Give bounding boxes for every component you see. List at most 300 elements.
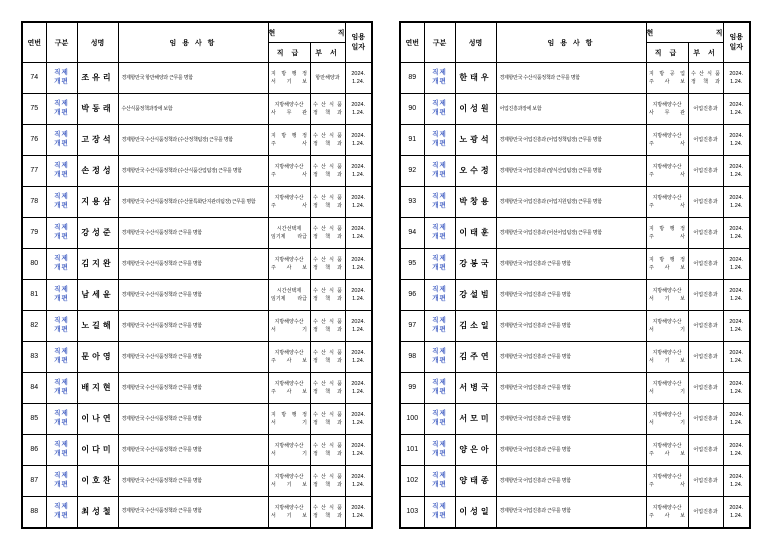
text-line: 1.24. <box>352 141 365 147</box>
name-cell <box>77 342 118 373</box>
name-cell <box>77 94 118 125</box>
text-line: 지방해양수산 <box>652 350 682 356</box>
header-appointment-date <box>723 22 750 63</box>
text-line: 오수정 <box>459 166 492 175</box>
appointment-cell <box>496 497 646 528</box>
text-line: 정 책 과 <box>691 79 720 85</box>
text-line: 개편 <box>54 419 69 426</box>
grade-cell <box>646 373 688 404</box>
text-line: 2024. <box>351 194 366 201</box>
category-cell <box>46 466 77 497</box>
text-line: 직제 <box>432 224 447 232</box>
appointment-cell <box>496 373 646 404</box>
serial-no-cell <box>22 466 46 497</box>
text-line: 95 <box>408 259 417 267</box>
table-row <box>22 218 372 249</box>
text-line: 1.24. <box>730 234 743 240</box>
category-cell <box>424 342 455 373</box>
text-line: 개편 <box>432 202 447 209</box>
text-line: 경제항만국 수산식품정책과 (수산식품산업팀장) 근무를 명함 <box>121 167 242 174</box>
text-line: 1.24. <box>730 203 743 209</box>
table-row <box>22 311 372 342</box>
category-cell <box>46 218 77 249</box>
text-line: 강봉국 <box>459 259 492 268</box>
appointment-cell <box>496 156 646 187</box>
text-line: 경제항만국 수산식품정책과 근무를 명함 <box>121 260 202 267</box>
text-line: 개편 <box>432 171 447 178</box>
text-line: 개편 <box>432 419 447 426</box>
text-line: 1.24. <box>352 172 365 178</box>
text-line: 일자 <box>729 43 744 51</box>
text-line: 1.24. <box>352 265 365 271</box>
text-line: 정 책 과 <box>313 203 342 209</box>
text-line: 경제항만국 수산식품정책과 근무를 명함 <box>121 446 202 453</box>
serial-no-cell <box>400 311 424 342</box>
appointment-cell <box>118 125 268 156</box>
serial-no-cell <box>22 342 46 373</box>
text-line: 주 사 <box>271 141 307 147</box>
text-line: 지방해양수산 <box>652 164 682 170</box>
date-cell <box>345 497 372 528</box>
serial-no-cell <box>22 156 46 187</box>
text-line: 주 사 보 <box>649 451 685 457</box>
table-row <box>400 342 750 373</box>
date-cell <box>723 404 750 435</box>
text-line: 1.24. <box>730 420 743 426</box>
text-line: 서모미 <box>459 414 492 423</box>
text-line: 수 산 식 품 <box>313 164 342 170</box>
appointment-cell <box>118 63 268 94</box>
text-line: 지방해양수산 <box>652 195 682 201</box>
table-row <box>400 497 750 528</box>
appointment-cell <box>118 435 268 466</box>
text-line: 개편 <box>54 450 69 457</box>
appointment-cell <box>118 280 268 311</box>
text-line: 어업진흥과 <box>693 292 718 298</box>
text-line: 수 산 식 품 <box>313 504 342 511</box>
text-line: 이나연 <box>81 414 114 423</box>
personnel-table-left <box>21 21 373 529</box>
category-cell <box>46 280 77 311</box>
text-line: 양은아 <box>459 445 492 454</box>
department-cell <box>310 435 345 466</box>
text-line: 임기제 라급 <box>271 296 307 302</box>
text-line: 노광석 <box>459 135 492 144</box>
text-line: 직제 <box>432 193 447 201</box>
text-line: 1.24. <box>352 203 365 209</box>
name-cell <box>455 373 496 404</box>
table-row <box>22 187 372 218</box>
name-cell <box>455 466 496 497</box>
grade-cell <box>646 187 688 218</box>
serial-no-cell <box>400 187 424 218</box>
appointment-cell <box>118 311 268 342</box>
text-line: 경제항만국 어업진흥과 (어업지원팀장) 근무를 명함 <box>499 198 602 205</box>
text-line: 직제 <box>432 410 447 418</box>
table-row <box>400 63 750 94</box>
appointment-cell <box>496 342 646 373</box>
text-line: 경제항만국 어업진흥과 근무를 명함 <box>499 322 571 329</box>
text-line: 2024. <box>729 132 744 139</box>
department-cell <box>310 125 345 156</box>
text-line: 지방해양수산 <box>274 102 304 108</box>
name-cell <box>77 187 118 218</box>
text-line: 직제 <box>432 379 447 387</box>
text-line: 어업진흥과 <box>693 416 718 422</box>
name-cell <box>77 249 118 280</box>
text-line: 1.24. <box>730 110 743 116</box>
text-line: 어업진흥과 <box>693 478 718 484</box>
grade-cell <box>268 125 310 156</box>
table-row <box>22 373 372 404</box>
name-cell <box>77 156 118 187</box>
text-line: 강설빔 <box>459 290 492 299</box>
department-cell <box>688 373 723 404</box>
text-line: 주 사 <box>649 482 685 488</box>
serial-no-cell <box>400 125 424 156</box>
name-cell <box>77 311 118 342</box>
text-line: 직제 <box>54 379 69 387</box>
table-row <box>400 94 750 125</box>
text-line: 1.24. <box>730 141 743 147</box>
text-line: 2024. <box>351 101 366 108</box>
text-line: 97 <box>408 321 417 329</box>
text-line: 부 서 <box>315 49 340 57</box>
serial-no-cell <box>22 435 46 466</box>
text-line: 개편 <box>54 202 69 209</box>
date-cell <box>723 156 750 187</box>
text-line: 어업진흥과 <box>693 137 718 143</box>
department-cell <box>688 497 723 528</box>
header-appointment-date <box>345 22 372 63</box>
grade-cell <box>646 218 688 249</box>
text-line: 89 <box>408 73 417 81</box>
name-cell <box>77 63 118 94</box>
serial-no-cell <box>400 435 424 466</box>
name-cell <box>455 218 496 249</box>
table-row <box>400 404 750 435</box>
appointment-cell <box>496 187 646 218</box>
text-line: 경제항만국 수산식품정책과 근무를 명함 <box>121 477 202 484</box>
text-line: 박동래 <box>81 104 114 113</box>
date-cell <box>723 342 750 373</box>
text-line: 1.24. <box>352 451 365 457</box>
category-cell <box>424 404 455 435</box>
text-line: 직 급 <box>276 49 302 57</box>
text-line: 시간선택제 <box>276 288 302 294</box>
text-line: 75 <box>30 104 39 112</box>
text-line: 지 방 공 업 <box>649 71 685 77</box>
text-line: 사 무 관 <box>649 110 685 116</box>
table-row <box>400 311 750 342</box>
text-line: 개편 <box>432 481 447 488</box>
name-cell <box>455 280 496 311</box>
text-line: 96 <box>408 290 417 298</box>
text-line: 수 산 식 품 <box>313 474 342 480</box>
department-cell <box>310 373 345 404</box>
name-cell <box>455 497 496 528</box>
category-cell <box>424 249 455 280</box>
text-line: 경제항만국 어업진흥과 근무를 명함 <box>499 508 571 515</box>
appointment-cell <box>118 373 268 404</box>
text-line: 개편 <box>54 140 69 147</box>
serial-no-cell <box>400 94 424 125</box>
table-row <box>400 466 750 497</box>
text-line: 지 방 행 정 <box>271 412 307 418</box>
text-line: 103 <box>406 507 419 515</box>
grade-cell <box>268 218 310 249</box>
text-line: 직제 <box>432 255 447 263</box>
text-line: 어업진흥과 <box>693 385 718 391</box>
grade-cell <box>646 280 688 311</box>
text-line: 주 사 보 <box>649 265 685 271</box>
text-line: 사 무 관 <box>271 110 307 116</box>
text-line: 1.24. <box>730 482 743 488</box>
text-line: 83 <box>30 352 39 360</box>
serial-no-cell <box>400 404 424 435</box>
text-line: 주 사 보 <box>271 265 307 271</box>
text-line: 연번 <box>405 39 420 47</box>
date-cell <box>723 125 750 156</box>
table-row <box>22 249 372 280</box>
text-line: 98 <box>408 352 417 360</box>
text-line: 2024. <box>351 132 366 139</box>
text-line: 직제 <box>432 69 447 77</box>
text-line: 1.24. <box>352 79 365 85</box>
text-line: 경제항만국 어업진흥과 (양식산업팀장) 근무를 명함 <box>499 167 602 174</box>
text-line: 94 <box>408 228 417 236</box>
text-line: 2024. <box>729 442 744 449</box>
text-line: 직제 <box>54 410 69 418</box>
text-line: 경제항만국 수산식품정책과 근무를 명함 <box>121 291 202 298</box>
date-cell <box>345 342 372 373</box>
text-line: 90 <box>408 104 417 112</box>
header-category <box>46 22 77 63</box>
text-line: 직제 <box>432 472 447 480</box>
grade-cell <box>268 187 310 218</box>
text-line: 정 책 과 <box>313 141 342 147</box>
text-line: 1.24. <box>352 482 365 488</box>
text-line: 개편 <box>54 78 69 85</box>
text-line: 개편 <box>54 388 69 395</box>
text-line: 현 직 <box>268 29 345 37</box>
department-cell <box>688 435 723 466</box>
name-cell <box>455 125 496 156</box>
header-name <box>455 22 496 63</box>
text-line: 2024. <box>729 349 744 356</box>
text-line: 배지현 <box>81 383 114 392</box>
text-line: 주 사 <box>649 234 685 240</box>
department-cell <box>688 342 723 373</box>
text-line: 102 <box>406 476 419 484</box>
appointment-cell <box>496 125 646 156</box>
text-line: 이태훈 <box>459 228 492 237</box>
text-line: 서 기 <box>649 327 685 333</box>
text-line: 수 산 식 품 <box>313 412 342 418</box>
text-line: 81 <box>30 290 39 298</box>
category-cell <box>424 280 455 311</box>
text-line: 2024. <box>351 349 366 356</box>
text-line: 84 <box>30 383 39 391</box>
appointment-cell <box>118 497 268 528</box>
text-line: 정 책 과 <box>313 265 342 271</box>
text-line: 지방해양수산 <box>652 504 682 511</box>
text-line: 93 <box>408 197 417 205</box>
text-line: 임용 <box>729 34 744 42</box>
text-line: 수 산 식 품 <box>691 71 720 77</box>
text-line: 지방해양수산 <box>274 381 304 387</box>
text-line: 2024. <box>351 256 366 263</box>
category-cell <box>424 125 455 156</box>
table-row <box>22 435 372 466</box>
name-cell <box>77 497 118 528</box>
text-line: 직제 <box>54 69 69 77</box>
serial-no-cell <box>400 249 424 280</box>
text-line: 지방해양수산 <box>652 412 682 418</box>
category-cell <box>46 125 77 156</box>
text-line: 80 <box>30 259 39 267</box>
text-line: 서 기 <box>271 451 307 457</box>
appointment-cell <box>118 156 268 187</box>
serial-no-cell <box>22 63 46 94</box>
text-line: 정 책 과 <box>313 327 342 333</box>
text-line: 지방해양수산 <box>274 350 304 356</box>
text-line: 76 <box>30 135 39 143</box>
text-line: 구분 <box>54 39 69 47</box>
text-line: 지방해양수산 <box>274 443 304 449</box>
text-line: 경제항만국 어업진흥과 근무를 명함 <box>499 415 571 422</box>
appointment-cell <box>118 466 268 497</box>
serial-no-cell <box>22 373 46 404</box>
text-line: 직제 <box>54 193 69 201</box>
text-line: 이호찬 <box>81 476 114 485</box>
text-line: 주 사 보 <box>649 512 685 519</box>
text-line: 1.24. <box>730 327 743 333</box>
date-cell <box>345 156 372 187</box>
text-line: 직제 <box>432 100 447 108</box>
text-line: 지용삼 <box>81 197 114 206</box>
text-line: 경제항만국 수산식품정책과 근무를 명함 <box>121 384 202 391</box>
text-line: 서 기 <box>649 420 685 426</box>
text-line: 서 기 <box>271 420 307 426</box>
name-cell <box>455 342 496 373</box>
text-line: 임용 <box>351 34 366 42</box>
text-line: 지방해양수산 <box>274 474 304 480</box>
text-line: 2024. <box>729 256 744 263</box>
personnel-order-table <box>21 21 373 529</box>
department-cell <box>688 249 723 280</box>
text-line: 부 서 <box>693 49 718 57</box>
text-line: 경제항만국 어업진흥과 근무를 명함 <box>499 446 571 453</box>
date-cell <box>723 466 750 497</box>
text-line: 지방해양수산 <box>274 504 304 511</box>
serial-no-cell <box>400 280 424 311</box>
grade-cell <box>268 249 310 280</box>
department-cell <box>688 280 723 311</box>
text-line: 78 <box>30 197 39 205</box>
text-line: 지방해양수산 <box>652 381 682 387</box>
appointment-cell <box>496 218 646 249</box>
text-line: 85 <box>30 414 39 422</box>
text-line: 1.24. <box>730 358 743 364</box>
text-line: 직제 <box>54 286 69 294</box>
category-cell <box>46 94 77 125</box>
date-cell <box>723 435 750 466</box>
text-line: 이성일 <box>459 506 492 516</box>
text-line: 직제 <box>54 255 69 263</box>
text-line: 1.24. <box>730 389 743 395</box>
text-line: 양태종 <box>459 476 492 485</box>
text-line: 경제항만국 어업진흥과 (어업정책팀장) 근무를 명함 <box>499 136 602 143</box>
text-line: 개편 <box>54 295 69 302</box>
text-line: 개편 <box>54 326 69 333</box>
grade-cell <box>646 466 688 497</box>
header-name <box>77 22 118 63</box>
table-row <box>22 63 372 94</box>
date-cell <box>723 280 750 311</box>
text-line: 1.24. <box>730 79 743 85</box>
serial-no-cell <box>22 497 46 528</box>
category-cell <box>46 311 77 342</box>
text-line: 87 <box>30 476 39 484</box>
text-line: 100 <box>406 414 419 422</box>
text-line: 최성철 <box>81 506 114 516</box>
text-line: 김지완 <box>81 259 114 268</box>
date-cell <box>723 63 750 94</box>
text-line: 2024. <box>351 380 366 387</box>
category-cell <box>424 156 455 187</box>
text-line: 2024. <box>729 473 744 480</box>
text-line: 74 <box>30 73 39 81</box>
header-serial-no <box>22 22 46 63</box>
category-cell <box>424 63 455 94</box>
text-line: 직제 <box>432 348 447 356</box>
name-cell <box>77 373 118 404</box>
text-line: 2024. <box>729 380 744 387</box>
text-line: 서 기 보 <box>271 79 307 85</box>
text-line: 99 <box>408 383 417 391</box>
text-line: 2024. <box>729 194 744 201</box>
appointment-cell <box>496 94 646 125</box>
text-line: 어업진흥과 <box>693 106 718 112</box>
name-cell <box>77 125 118 156</box>
category-cell <box>46 373 77 404</box>
text-line: 어업진흥과 <box>693 323 718 329</box>
text-line: 직제 <box>54 224 69 232</box>
text-line: 주 사 보 <box>271 389 307 395</box>
grade-cell <box>646 342 688 373</box>
text-line: 문아영 <box>81 352 114 361</box>
department-cell <box>310 466 345 497</box>
date-cell <box>723 218 750 249</box>
text-line: 주 사 <box>649 172 685 178</box>
text-line: 경제항만국 어업진흥과 근무를 명함 <box>499 291 571 298</box>
text-line: 지방해양수산 <box>274 195 304 201</box>
text-line: 지방해양수산 <box>652 443 682 449</box>
department-cell <box>688 156 723 187</box>
appointment-cell <box>496 280 646 311</box>
text-line: 경제항만국 어업진흥과 (어선어업팀장) 근무를 명함 <box>499 229 602 236</box>
text-line: 경제항만국 어업진흥과 근무를 명함 <box>499 260 571 267</box>
text-line: 92 <box>408 166 417 174</box>
category-cell <box>46 497 77 528</box>
date-cell <box>345 218 372 249</box>
text-line: 1.24. <box>352 110 365 116</box>
date-cell <box>345 63 372 94</box>
text-line: 경제항만국 어업진흥과 근무를 명함 <box>499 353 571 360</box>
text-line: 1.24. <box>730 172 743 178</box>
text-line: 1.24. <box>730 296 743 302</box>
